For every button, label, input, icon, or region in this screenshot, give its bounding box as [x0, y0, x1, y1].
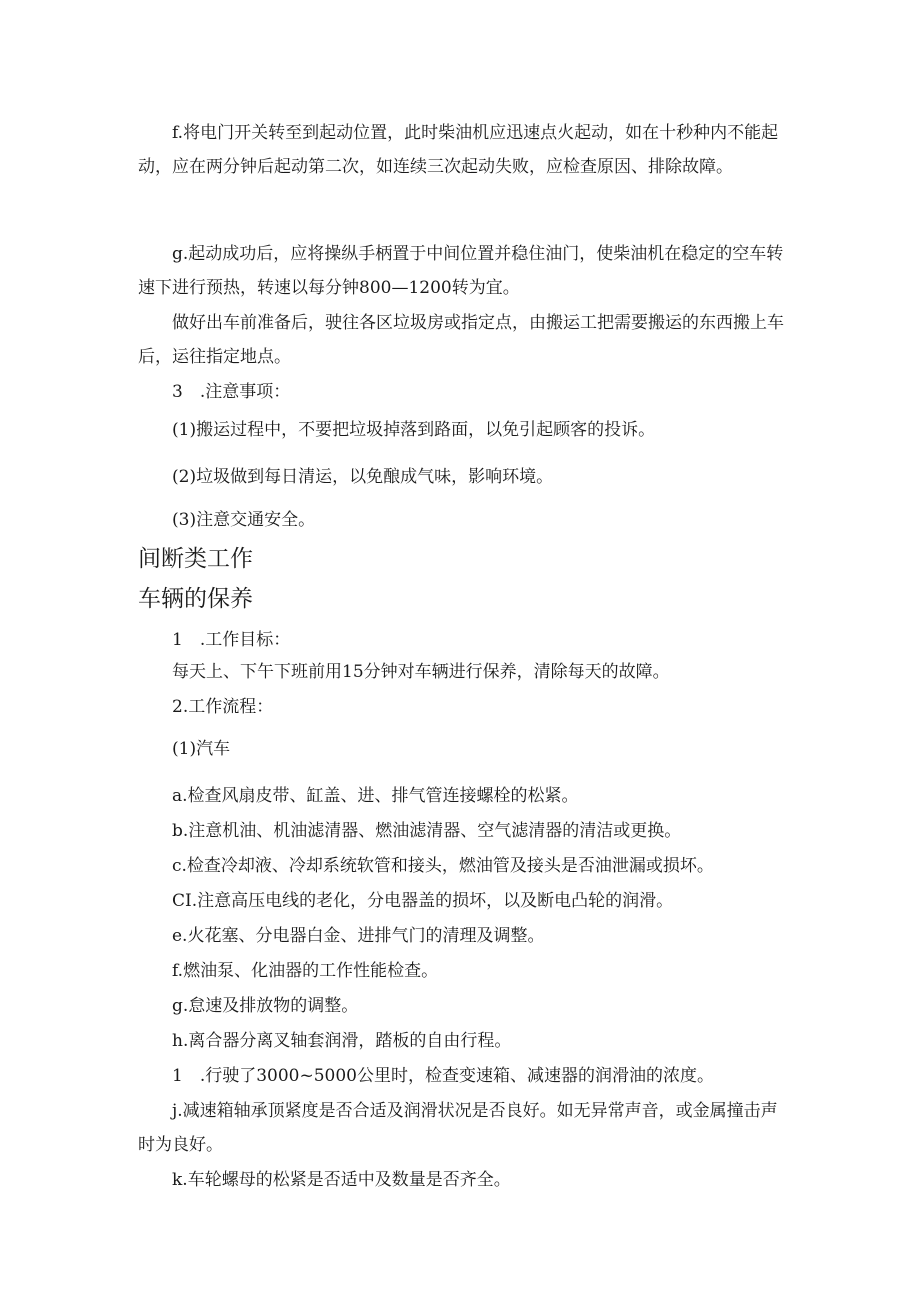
list-item-k: k.车轮螺母的松紧是否适中及数量是否齐全。 [172, 1170, 511, 1190]
list-item-d: CI.注意高压电线的老化，分电器盖的损坏，以及断电凸轮的润滑。 [172, 891, 674, 911]
paragraph-note-3: (3)注意交通安全。 [172, 510, 316, 530]
paragraph-note-1: (1)搬运过程中，不要把垃圾掉落到路面，以免引起顾客的投诉。 [172, 420, 656, 440]
heading-vehicle-maintenance: 车辆的保养 [138, 586, 253, 612]
list-item-c: c.检查冷却液、冷却系统软管和接头，燃油管及接头是否油泄漏或损坏。 [172, 856, 714, 876]
list-item-j: j.减速箱轴承顶紧度是否合适及润滑状况是否良好。如无异常声音，或金属撞击声时为良好。 [138, 1101, 778, 1155]
paragraph-depart: 做好出车前准备后，驶往各区垃圾房或指定点，由搬运工把需要搬运的东西搬上车后，运往指定地点。 [138, 313, 784, 367]
paragraph-notes-title: 3 .注意事项： [172, 382, 291, 402]
list-item-f: f.燃油泵、化油器的工作性能检查。 [172, 961, 439, 981]
list-item-e: e.火花塞、分电器白金、进排气门的清理及调整。 [172, 926, 545, 946]
list-item-i: 1 .行驶了3000~5000公里时，检查变速箱、减速器的润滑油的浓度。 [172, 1066, 714, 1086]
heading-intermittent-work: 间断类工作 [138, 546, 253, 572]
list-item-b: b.注意机油、机油滤清器、燃油滤清器、空气滤清器的清洁或更换。 [172, 821, 682, 841]
paragraph-goal: 每天上、下午下班前用15分钟对车辆进行保养，清除每天的故障。 [172, 662, 670, 682]
paragraph-note-2: (2)垃圾做到每日清运，以免酿成气味，影响环境。 [172, 467, 554, 487]
paragraph-preheat: g.起动成功后，应将操纵手柄置于中间位置并稳住油门，使柴油机在稳定的空车转速下进行预热，转速以每分钟800—1200转为宜。 [138, 244, 784, 298]
paragraph-goal-title: 1 .工作目标： [172, 630, 291, 650]
paragraph-car: (1)汽车 [172, 739, 231, 759]
paragraph-start-procedure: f.将电门开关转至到起动位置，此时柴油机应迅速点火起动，如在十秒种内不能起动，应在两分钟后起动第二次，如连续三次起动失败，应检查原因、排除故障。 [138, 123, 779, 177]
paragraph-process-title: 2.工作流程： [172, 697, 274, 717]
list-item-a: a.检查风扇皮带、缸盖、进、排气管连接螺栓的松紧。 [172, 786, 579, 806]
list-item-h: h.离合器分离叉轴套润滑，踏板的自由行程。 [172, 1031, 512, 1051]
list-item-g: g.怠速及排放物的调整。 [172, 996, 359, 1016]
